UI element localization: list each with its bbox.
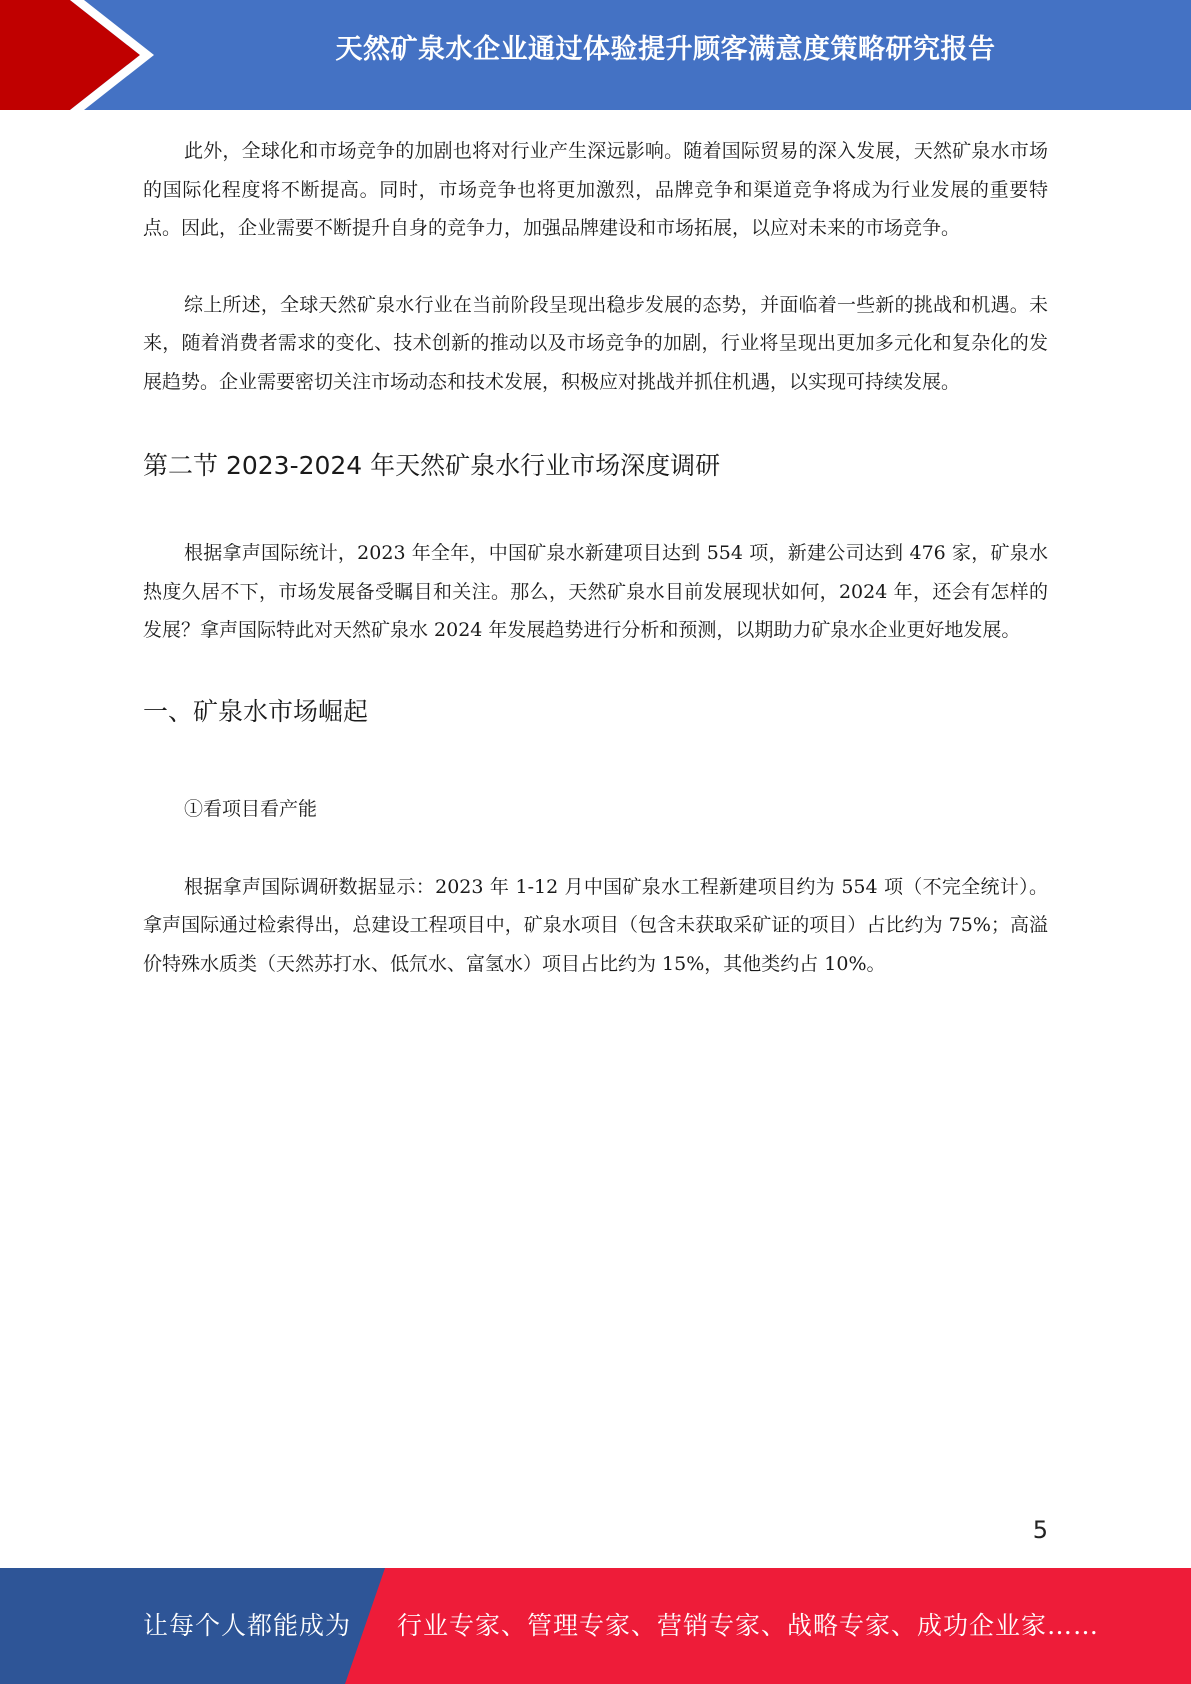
page-content <box>143 132 1048 983</box>
paragraph-statistics: 根据拿声国际统计，2023 年全年，中国矿泉水新建项目达到 554 项，新建公司达到 476 家，矿泉水热度久居不下，市场发展备受瞩目和关注。那么，天然矿泉水目前发展现状如何，2024 年，还会有怎样的发展？拿声国际特此对天然矿泉水 2024 年发展趋势进行分析和预测，以期助力矿泉水企业更好地发展。 <box>143 542 1048 641</box>
paragraph-summary: 综上所述，全球天然矿泉水行业在当前阶段呈现出稳步发展的态势，并面临着一些新的挑战和机遇。未来，随着消费者需求的变化、技术创新的推动以及市场竞争的加剧，行业将呈现出更加多元化和复杂化的发展趋势。企业需要密切关注市场动态和技术发展，积极应对挑战并抓住机遇，以实现可持续发展。 <box>143 293 1048 393</box>
header-chevron-decoration <box>0 0 160 110</box>
page-number: 5 <box>1032 1516 1048 1544</box>
list-item-project-capacity: ①看项目看产能 <box>184 797 318 820</box>
report-title: 天然矿泉水企业通过体验提升顾客满意度策略研究报告 <box>335 34 996 65</box>
section-heading: 第二节 2023-2024 年天然矿泉水行业市场深度调研 <box>143 451 721 480</box>
subsection-heading: 一、矿泉水市场崛起 <box>143 696 369 726</box>
footer-slogan-left: 让每个人都能成为 <box>143 1611 352 1640</box>
paragraph-survey-data: 根据拿声国际调研数据显示：2023 年 1-12 月中国矿泉水工程新建项目约为 554 项（不完全统计）。拿声国际通过检索得出，总建设工程项目中，矿泉水项目（包含未获取采矿证的项目）占比约为 75%；高溢价特殊水质类（天然苏打水、低氘水、富氢水）项目占比约为 15%，其他类约占 10%。 <box>143 875 1048 975</box>
page-header <box>0 0 1191 110</box>
page-footer <box>0 1568 1191 1684</box>
footer-slogan-right: 行业专家、管理专家、营销专家、战略专家、成功企业家…… <box>397 1611 1100 1640</box>
paragraph-globalization: 此外，全球化和市场竞争的加剧也将对行业产生深远影响。随着国际贸易的深入发展，天然矿泉水市场的国际化程度将不断提高。同时，市场竞争也将更加激烈，品牌竞争和渠道竞争将成为行业发展的重要特点。因此，企业需要不断提升自身的竞争力，加强品牌建设和市场拓展，以应对未来的市场竞争。 <box>143 140 1048 239</box>
